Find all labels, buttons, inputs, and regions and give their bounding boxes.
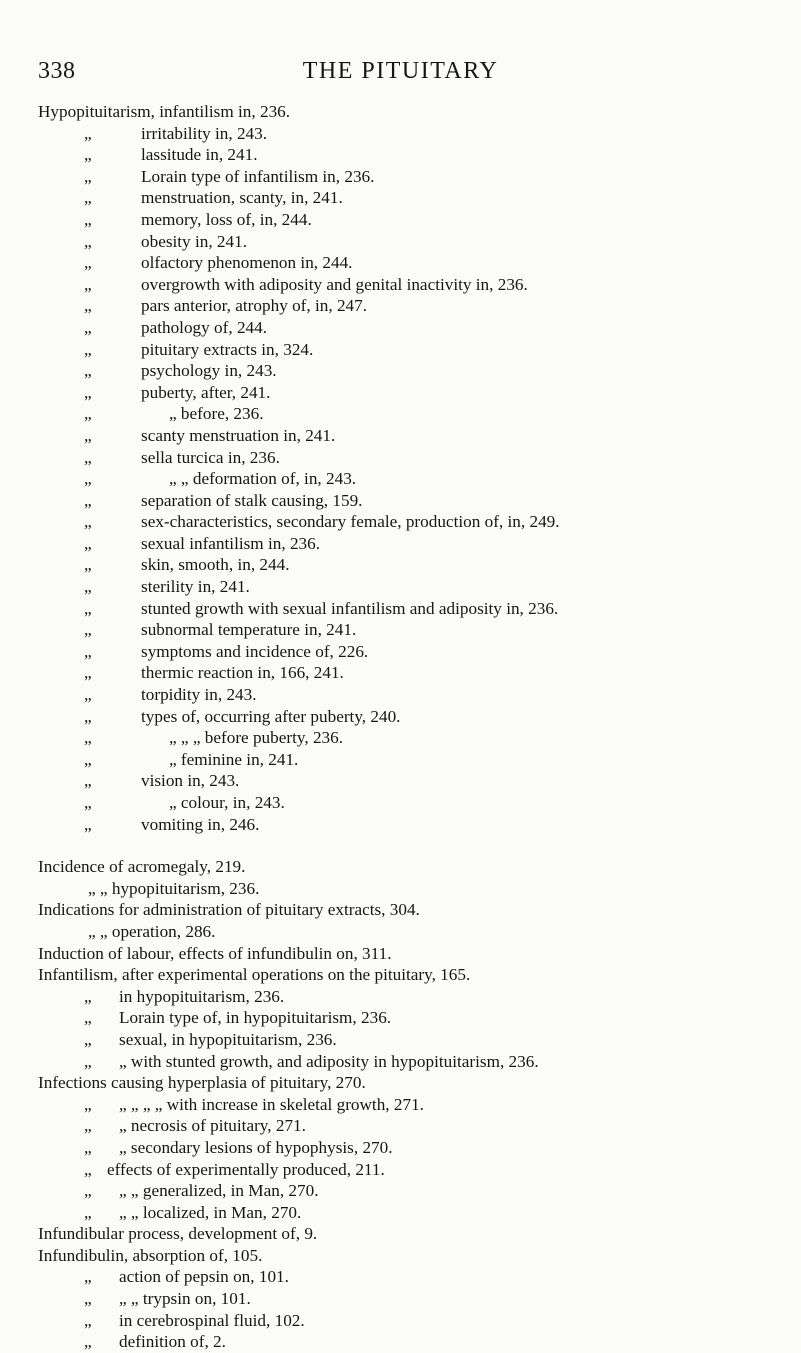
ditto-mark: „ [84, 1181, 92, 1201]
entry-text: pars anterior, atrophy of, in, 247. [141, 296, 368, 316]
entry-text: „ „ operation, 286. [88, 921, 216, 941]
index-entry [0, 295, 801, 317]
entry-text: „ „ hypopituitarism, 236. [88, 878, 260, 898]
index-entry [0, 921, 801, 943]
index-entry [0, 468, 801, 490]
index-entry [0, 1137, 801, 1159]
ditto-mark: „ [84, 425, 92, 445]
entry-text: „ „ generalized, in Man, 270. [119, 1181, 319, 1201]
ditto-mark: „ [84, 123, 92, 143]
page-header [0, 58, 801, 92]
index-entry [0, 382, 801, 404]
ditto-mark: „ [84, 1310, 92, 1330]
entry-text: olfactory phenomenon in, 244. [141, 253, 353, 273]
ditto-mark: „ [84, 771, 92, 791]
index-entry [0, 943, 801, 965]
index-entry [0, 425, 801, 447]
entry-text: „ „ localized, in Man, 270. [119, 1202, 302, 1222]
index-entry [0, 749, 801, 771]
index-entry [0, 1310, 801, 1332]
ditto-mark: „ [84, 1051, 92, 1071]
index-entry [0, 899, 801, 921]
entry-text: obesity in, 241. [141, 231, 247, 251]
entry-text: „ „ deformation of, in, 243. [169, 469, 357, 489]
index-entry [0, 856, 801, 878]
index-entry [0, 123, 801, 145]
ditto-mark: „ [84, 793, 92, 812]
ditto-mark: „ [84, 1094, 92, 1114]
entry-text: „ „ „ before puberty, 236. [169, 728, 344, 748]
entry-text: types of, occurring after puberty, 240. [141, 706, 401, 726]
index-entry [0, 209, 801, 231]
entry-text: „ „ trypsin on, 101. [119, 1289, 251, 1309]
entry-text: Lorain type of infantilism in, 236. [141, 166, 375, 186]
entry-text: Infections causing hyperplasia of pituitary, 270. [38, 1073, 366, 1093]
entry-text: overgrowth with adiposity and genital inactivity in, 236. [141, 274, 528, 294]
entry-text: action of pepsin on, 101. [119, 1267, 289, 1287]
index-entry [0, 598, 801, 620]
entry-text: „ feminine in, 241. [169, 749, 299, 769]
ditto-mark: „ [84, 404, 92, 424]
ditto-mark: „ [84, 1267, 92, 1287]
index-entry [0, 144, 801, 166]
index-entry [0, 1159, 801, 1181]
index-entry [0, 1331, 801, 1353]
index-entry [0, 727, 801, 749]
index-entry [0, 1288, 801, 1310]
ditto-mark: „ [84, 555, 92, 575]
entry-text: scanty menstruation in, 241. [141, 425, 336, 445]
index-entries [0, 101, 801, 1353]
index-entry [0, 619, 801, 641]
index-entry [0, 231, 801, 253]
ditto-mark: „ [84, 728, 92, 748]
index-entry [0, 1051, 801, 1073]
ditto-mark: „ [84, 1029, 92, 1049]
index-entry [0, 878, 801, 900]
ditto-mark: „ [84, 749, 92, 769]
entry-text: effects of experimentally produced, 211. [107, 1159, 385, 1179]
entry-text: skin, smooth, in, 244. [141, 555, 290, 575]
ditto-mark: „ [84, 382, 92, 402]
entry-text: vision in, 243. [141, 771, 240, 791]
index-entry [0, 403, 801, 425]
ditto-mark: „ [84, 1289, 92, 1309]
ditto-mark: „ [84, 986, 92, 1006]
entry-text: definition of, 2. [119, 1332, 226, 1352]
index-entry [0, 317, 801, 339]
entry-text: Indications for administration of pituitary extracts, 304. [38, 900, 420, 920]
entry-text: irritability in, 243. [141, 123, 268, 143]
entry-text: menstruation, scanty, in, 241. [141, 188, 343, 208]
ditto-mark: „ [84, 706, 92, 726]
entry-text: sex-characteristics, secondary female, production of, in, 249. [141, 512, 560, 532]
ditto-mark: „ [84, 339, 92, 359]
index-entry [0, 986, 801, 1008]
ditto-mark: „ [84, 1137, 92, 1157]
index-entry [0, 274, 801, 296]
ditto-mark: „ [84, 512, 92, 532]
index-entry [0, 1202, 801, 1224]
entry-text: „ secondary lesions of hypophysis, 270. [119, 1137, 393, 1157]
index-entry [0, 339, 801, 361]
index-entry [0, 360, 801, 382]
entry-text: psychology in, 243. [141, 361, 277, 381]
index-entry [0, 684, 801, 706]
index-entry [0, 187, 801, 209]
entry-text: thermic reaction in, 166, 241. [141, 663, 344, 683]
ditto-mark: „ [84, 577, 92, 597]
index-entry [0, 101, 801, 123]
index-entry [0, 1094, 801, 1116]
index-entry [0, 662, 801, 684]
index-entry [0, 1180, 801, 1202]
entry-text: „ „ „ „ with increase in skeletal growth, 271. [119, 1094, 424, 1114]
ditto-mark: „ [84, 317, 92, 337]
entry-text: in cerebrospinal fluid, 102. [119, 1310, 305, 1330]
ditto-mark: „ [84, 231, 92, 251]
index-entry [0, 1115, 801, 1137]
index-entry [0, 1223, 801, 1245]
entry-text: memory, loss of, in, 244. [141, 209, 312, 229]
entry-text: sexual infantilism in, 236. [141, 533, 321, 553]
index-entry [0, 814, 801, 836]
entry-text: puberty, after, 241. [141, 382, 271, 402]
ditto-mark: „ [84, 188, 92, 208]
ditto-mark: „ [84, 145, 92, 165]
index-entry [0, 1266, 801, 1288]
ditto-mark: „ [84, 685, 92, 705]
entry-text: lassitude in, 241. [141, 145, 258, 165]
entry-text: pituitary extracts in, 324. [141, 339, 314, 359]
index-entry [0, 533, 801, 555]
ditto-mark: „ [84, 598, 92, 618]
ditto-mark: „ [84, 1332, 92, 1352]
entry-text: subnormal temperature in, 241. [141, 620, 357, 640]
ditto-mark: „ [84, 490, 92, 510]
ditto-mark: „ [84, 1159, 92, 1179]
ditto-mark: „ [84, 166, 92, 186]
entry-text: „ with stunted growth, and adiposity in hypopituitarism, 236. [119, 1051, 539, 1071]
entry-text: Infantilism, after experimental operations on the pituitary, 165. [38, 965, 471, 985]
index-entry [0, 1029, 801, 1051]
ditto-mark: „ [84, 663, 92, 683]
index-entry [0, 964, 801, 986]
index-entry [0, 770, 801, 792]
index-entry [0, 554, 801, 576]
entry-text: Lorain type of, in hypopituitarism, 236. [119, 1008, 392, 1028]
running-title: THE PITUITARY [302, 58, 499, 84]
ditto-mark: „ [84, 641, 92, 661]
entry-text: stunted growth with sexual infantilism and adiposity in, 236. [141, 598, 559, 618]
ditto-mark: „ [84, 274, 92, 294]
ditto-mark: „ [84, 296, 92, 316]
ditto-mark: „ [84, 814, 92, 834]
entry-text: separation of stalk causing, 159. [141, 490, 363, 510]
index-entry [0, 706, 801, 728]
entry-text: sexual, in hypopituitarism, 236. [119, 1029, 337, 1049]
index-entry [0, 641, 801, 663]
index-entry [0, 490, 801, 512]
entry-text: sterility in, 241. [141, 577, 250, 597]
ditto-mark: „ [84, 1116, 92, 1136]
ditto-mark: „ [84, 1202, 92, 1222]
ditto-mark: „ [84, 361, 92, 381]
index-entry [0, 576, 801, 598]
entry-text: Induction of labour, effects of infundibulin on, 311. [38, 943, 392, 963]
ditto-mark: „ [84, 533, 92, 553]
index-entry [0, 166, 801, 188]
index-entry [0, 792, 801, 814]
ditto-mark: „ [84, 620, 92, 640]
entry-text: symptoms and incidence of, 226. [141, 641, 369, 661]
ditto-mark: „ [84, 209, 92, 229]
ditto-mark: „ [84, 469, 92, 489]
index-entry [0, 511, 801, 533]
index-entry [0, 1007, 801, 1029]
entry-text: Hypopituitarism, infantilism in, 236. [38, 102, 291, 121]
entry-text: „ before, 236. [169, 404, 264, 424]
page-number: 338 [38, 58, 76, 84]
entry-text: Infundibular process, development of, 9. [38, 1224, 318, 1244]
ditto-mark: „ [84, 447, 92, 467]
ditto-mark: „ [84, 253, 92, 273]
entry-text: vomiting in, 246. [141, 814, 260, 834]
index-entry [0, 1245, 801, 1267]
index-entry [0, 252, 801, 274]
entry-text: „ necrosis of pituitary, 271. [119, 1116, 306, 1136]
entry-text: in hypopituitarism, 236. [119, 986, 285, 1006]
index-entry [0, 447, 801, 469]
entry-text: Incidence of acromegaly, 219. [38, 857, 246, 877]
index-entry [0, 1072, 801, 1094]
entry-text: pathology of, 244. [141, 317, 268, 337]
entry-text: Infundibulin, absorption of, 105. [38, 1245, 263, 1265]
entry-text: torpidity in, 243. [141, 685, 257, 705]
entry-text: „ colour, in, 243. [169, 793, 285, 812]
ditto-mark: „ [84, 1008, 92, 1028]
entry-text: sella turcica in, 236. [141, 447, 280, 467]
